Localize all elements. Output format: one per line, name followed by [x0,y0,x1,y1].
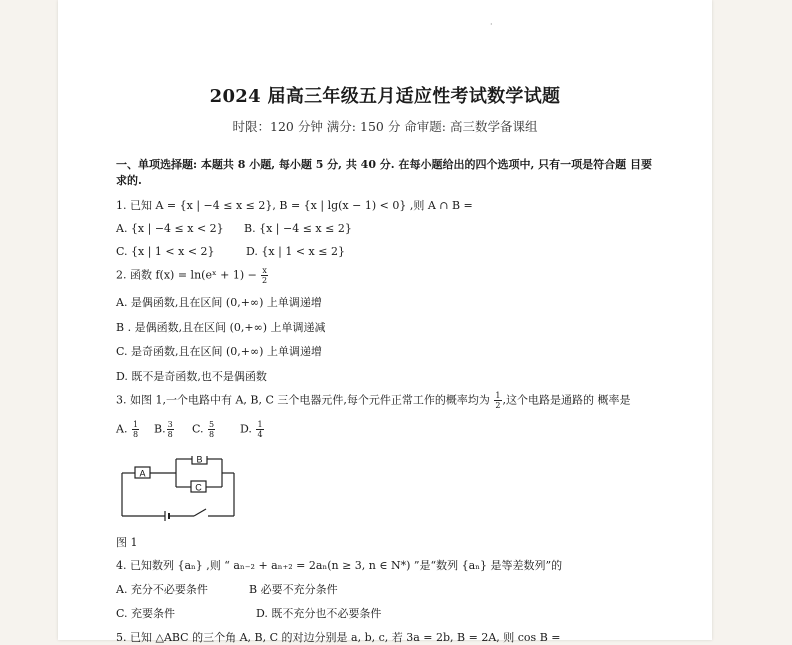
page-title: 2024 届高三年级五月适应性考试数学试题 [209,86,561,107]
question-3-option-d-fraction [256,420,263,439]
question-3-option-d-label: D. [240,422,252,436]
question-3-option-c [192,420,240,439]
question-3-option-b-fraction [167,420,174,439]
question-4-option-b: B 必要不充分条件 [249,583,338,596]
question-4-stem: 4. 已知数列 {aₙ} ,则 “ aₙ₋₂ + aₙ₊₂ = 2aₙ(n ≥ 3, n ∈ N*) ”是“数列 {aₙ} 是等差数列”的 [116,559,563,572]
question-3-stem-frac-num: 1 [495,391,501,400]
question-3-options [116,420,265,439]
question-3-option-b-den: 8 [167,430,173,439]
question-3-option-b-label: B. [154,422,166,436]
question-1-options-row2 [116,245,345,258]
question-1-option-c: C. {x | 1 < x < 2} [116,245,215,258]
question-1-options-row1 [116,222,352,235]
section-heading: 一、单项选择题: 本题共 8 小题, 每小题 5 分, 共 40 分. 在每小题给出的四个选项中, 只有一项是符合题 目要求的. [116,158,652,187]
question-3-option-d-den: 4 [257,430,263,439]
question-3-option-d [240,420,265,439]
question-4-option-a: A. 充分不必要条件 [116,583,208,596]
question-1-stem: 1. 已知 A = {x | −4 ≤ x ≤ 2}, B = {x | lg(x − 1) < 0} ,则 A ∩ B = [116,199,473,212]
question-2-fraction-num: x [262,266,267,275]
question-4-options-row1 [116,581,338,597]
question-3-option-a-den: 8 [132,430,139,439]
question-3-option-a-fraction [132,420,139,439]
question-3-option-c-den: 8 [209,430,215,439]
question-5-stem: 5. 已知 △ABC 的三个角 A, B, C 的对边分别是 a, b, c, 若 3a = 2b, B = 2A, 则 cos B = [116,631,561,644]
question-3-option-b [154,420,192,439]
question-3-option-c-num: 5 [209,420,215,429]
circuit-diagram [118,456,238,522]
question-3-stem-fraction [494,391,501,410]
component-c-label: C [195,482,202,493]
figure-caption: 图 1 [116,536,138,549]
question-3-stem-frac-den: 2 [495,401,501,410]
question-2-option-a: A. 是偶函数,且在区间 (0,+∞) 上单调递增 [116,296,322,309]
page-subtitle: 时限：120 分钟 满分: 150 分 命审题: 高三数学备课组 [232,119,538,134]
question-2-fraction [261,266,268,285]
question-4-option-d: D. 既不充分也不必要条件 [256,607,382,620]
question-4-option-c: C. 充要条件 [116,607,176,620]
corner-mark: · [490,20,493,29]
question-2-fraction-den: 2 [262,276,268,285]
question-2-stem [116,266,269,285]
question-3-stem [116,391,631,410]
question-1-option-d: D. {x | 1 < x ≤ 2} [246,245,345,258]
question-2-option-c: C. 是奇函数,且在区间 (0,+∞) 上单调递增 [116,345,322,358]
question-3-option-a [116,420,154,439]
question-1-option-a: A. {x | −4 ≤ x < 2} [116,222,224,235]
component-a-label: A [139,468,146,479]
question-4-options-row2 [116,605,381,621]
question-1-option-b: B. {x | −4 ≤ x ≤ 2} [244,222,352,235]
switch-lever [194,509,206,516]
question-3-option-c-label: C. [192,422,204,436]
question-3-option-a-label: A. [116,422,128,436]
document-page [58,0,712,644]
question-2-option-b: B . 是偶函数,且在区间 (0,+∞) 上单调递减 [116,321,326,334]
question-3-stem-post: ,这个电路是通路的 概率是 [502,393,631,407]
question-3-option-d-num: 1 [257,420,263,429]
question-2-stem-text: 2. 函数 f(x) = ln(eˣ + 1) − [116,268,261,282]
question-3-stem-pre: 3. 如图 1,一个电路中有 A, B, C 三个电器元件,每个元件正常工作的概率均为 [116,393,494,407]
component-b-label: B [196,456,203,465]
question-2-option-d: D. 既不是奇函数,也不是偶函数 [116,370,267,383]
question-3-option-a-num: 1 [132,420,139,429]
question-3-option-c-fraction [208,420,215,439]
question-3-option-b-num: 3 [167,420,173,429]
